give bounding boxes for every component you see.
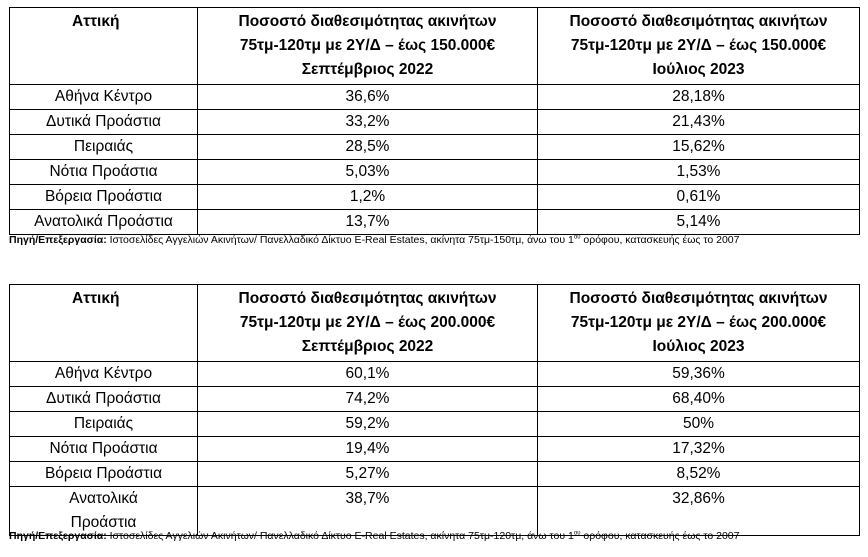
- region-column-header: Αττική: [10, 8, 198, 85]
- region-line: Ανατολικά: [69, 490, 138, 507]
- header-line: Ποσοστό διαθεσιμότητας ακινήτων: [238, 13, 497, 30]
- region-cell: Βόρεια Προάστια: [10, 462, 198, 487]
- region-cell: Νότια Προάστια: [10, 437, 198, 462]
- region-column-header: Αττική: [10, 285, 198, 362]
- jul2023-cell: 21,43%: [538, 110, 860, 135]
- region-cell: Δυτικά Προάστια: [10, 110, 198, 135]
- sep2022-cell: 59,2%: [198, 412, 538, 437]
- source-superscript: ου: [573, 234, 581, 241]
- source-note: [9, 530, 739, 542]
- sep2022-cell: 5,03%: [198, 160, 538, 185]
- jul2023-cell: 68,40%: [538, 387, 860, 412]
- jul2023-cell: 59,36%: [538, 362, 860, 387]
- region-line: Προάστια: [70, 514, 137, 531]
- sep2022-cell: 60,1%: [198, 362, 538, 387]
- table-row: [10, 462, 860, 487]
- source-label: Πηγή/Επεξεργασία:: [9, 234, 107, 246]
- sep2022-cell: 1,2%: [198, 185, 538, 210]
- table-row: [10, 387, 860, 412]
- table-row: [10, 160, 860, 185]
- source-text: Ιστοσελίδες Αγγελιών Ακινήτων/ Πανελλαδικό Δίκτυο E-Real Estates, ακίνητα 75τμ-120τμ, άνω του 1: [106, 530, 574, 542]
- header-line: Σεπτέμβριος 2022: [301, 338, 434, 355]
- source-text: Ιστοσελίδες Αγγελιών Ακινήτων/ Πανελλαδικό Δίκτυο E-Real Estates, ακίνητα 75τμ-150τμ, άνω του 1: [106, 234, 574, 246]
- region-cell: Πειραιάς: [10, 412, 198, 437]
- jul2023-column-header: [538, 285, 860, 362]
- source-label: Πηγή/Επεξεργασία:: [9, 530, 107, 542]
- source-text-end: ορόφου, κατασκευής έως το 2007: [580, 530, 740, 542]
- sep2022-cell: 13,7%: [198, 210, 538, 235]
- header-line: 75τμ-120τμ με 2Υ/Δ – έως 150.000€: [570, 37, 827, 54]
- region-cell: Ανατολικά Προάστια: [10, 210, 198, 235]
- header-line: Ποσοστό διαθεσιμότητας ακινήτων: [238, 290, 497, 307]
- jul2023-cell: 15,62%: [538, 135, 860, 160]
- table-row: [10, 437, 860, 462]
- sep2022-cell: 5,27%: [198, 462, 538, 487]
- sep2022-cell: 38,7%: [198, 487, 538, 536]
- table-row: [10, 185, 860, 210]
- header-line: 75τμ-120τμ με 2Υ/Δ – έως 200.000€: [570, 314, 827, 331]
- region-cell: [10, 487, 198, 536]
- region-cell: Αθήνα Κέντρο: [10, 362, 198, 387]
- sep2022-column-header: [198, 285, 538, 362]
- region-cell: Αθήνα Κέντρο: [10, 85, 198, 110]
- sep2022-cell: 36,6%: [198, 85, 538, 110]
- header-line: 75τμ-120τμ με 2Υ/Δ – έως 200.000€: [239, 314, 496, 331]
- table-row: [10, 110, 860, 135]
- table-row: [10, 85, 860, 110]
- header-line: Ιούλιος 2023: [652, 61, 745, 78]
- region-cell: Δυτικά Προάστια: [10, 387, 198, 412]
- jul2023-column-header: [538, 8, 860, 85]
- table-row: [10, 362, 860, 387]
- jul2023-cell: 50%: [538, 412, 860, 437]
- sep2022-cell: 28,5%: [198, 135, 538, 160]
- region-cell: Νότια Προάστια: [10, 160, 198, 185]
- source-text-end: ορόφου, κατασκευής έως το 2007: [580, 234, 740, 246]
- sep2022-column-header: [198, 8, 538, 85]
- jul2023-cell: 0,61%: [538, 185, 860, 210]
- sep2022-cell: 74,2%: [198, 387, 538, 412]
- header-line: Σεπτέμβριος 2022: [301, 61, 434, 78]
- header-line: Ποσοστό διαθεσιμότητας ακινήτων: [569, 13, 828, 30]
- jul2023-cell: 1,53%: [538, 160, 860, 185]
- source-note: [9, 234, 739, 246]
- table-header-row: [10, 8, 860, 85]
- jul2023-cell: 28,18%: [538, 85, 860, 110]
- header-line: 75τμ-120τμ με 2Υ/Δ – έως 150.000€: [239, 37, 496, 54]
- header-line: Ιούλιος 2023: [652, 338, 745, 355]
- header-line: Ποσοστό διαθεσιμότητας ακινήτων: [569, 290, 828, 307]
- sep2022-cell: 33,2%: [198, 110, 538, 135]
- region-cell: Πειραιάς: [10, 135, 198, 160]
- table-row: [10, 487, 860, 536]
- jul2023-cell: 17,32%: [538, 437, 860, 462]
- table-header-row: [10, 285, 860, 362]
- jul2023-cell: 32,86%: [538, 487, 860, 536]
- jul2023-cell: 5,14%: [538, 210, 860, 235]
- table-row: [10, 412, 860, 437]
- jul2023-cell: 8,52%: [538, 462, 860, 487]
- region-cell: Βόρεια Προάστια: [10, 185, 198, 210]
- availability-table-150k: [9, 7, 860, 235]
- table-row: [10, 135, 860, 160]
- availability-table-200k: [9, 284, 860, 536]
- source-superscript: ου: [573, 530, 581, 537]
- sep2022-cell: 19,4%: [198, 437, 538, 462]
- table-row: [10, 210, 860, 235]
